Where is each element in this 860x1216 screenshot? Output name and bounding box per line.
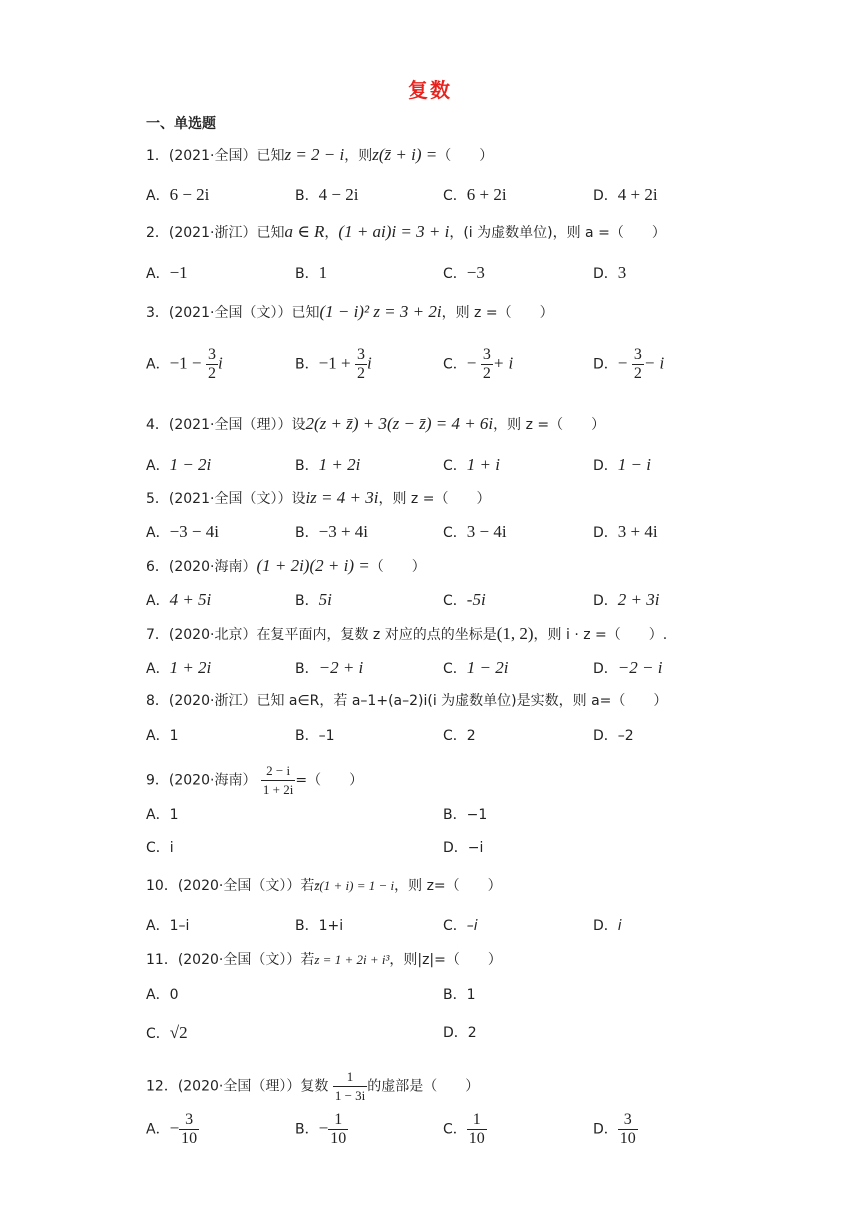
text-q5-options-4: C． [443,525,467,541]
q1-option-a [146,185,209,206]
text-q3-optDtail: − i [643,353,665,373]
q9-option-c [146,838,174,858]
fraction [632,346,644,383]
text-q4-options-6: D． [593,458,618,474]
text-q1-options-1: 6 − 2i [169,185,210,204]
text-q10-options-3: 1+i [318,918,344,934]
text-q11-options-0: A． [146,987,170,1003]
text-q6-options-7: 2 + 3i [617,590,660,609]
text-q6-options-2: B． [295,593,319,609]
text-q4-options-5: 1 + i [466,455,500,474]
text-q12-stem: 12．(2020·全国（理））复数 [146,1078,329,1095]
text-q2-options-5: −3 [466,263,485,282]
text-q3-optB: −1 + [318,353,351,373]
q1-option-c [443,185,507,206]
text-q3-i: i [217,353,223,373]
q2-option-a [146,263,188,284]
q1-option-b [295,185,358,206]
text-q8-options-4: C． [443,728,467,744]
text-q12-nums-0: 3 [179,1111,199,1130]
text-q6-options-0: A． [146,593,170,609]
text-q2-options-0: A． [146,266,170,282]
text-q6-options-3: 5i [318,590,332,609]
text-q7-options-5: 1 − 2i [466,658,509,677]
q4-option-a [146,455,211,476]
text-q10-options-7: i [617,918,622,934]
question-7 [146,624,667,645]
text-q11-math: z = 1 + 2i + i³ [314,952,390,967]
text-q9-num: 2 − i [261,762,295,781]
q11-option-d [443,1023,477,1043]
text-q5-options-5: 3 − 4i [466,522,507,541]
fraction [481,346,493,383]
fraction [261,762,295,799]
text-q9-options-6: D． [443,840,468,856]
text-q3-letters-0: A． [146,356,170,373]
text-q9-options-7: −i [467,840,484,856]
q3-option-a [146,346,223,383]
text-q1-options-5: 6 + 2i [466,185,507,204]
text-q12-nums-1: 1 [328,1111,348,1130]
q9-option-b [443,805,487,825]
q3-option-c [443,346,513,383]
text-q12-dens-0: 10 [181,1130,198,1147]
q5-option-d [593,522,658,543]
text-q5-options-2: B． [295,525,319,541]
text-q7-options-6: D． [593,661,618,677]
text-q4-options-4: C． [443,458,467,474]
text-q5-tail: ，则 z =（ ） [378,491,491,507]
q5-option-c [443,522,507,543]
text-q3-den: 2 [207,365,216,382]
text-q2-options-3: 1 [318,263,328,282]
text-q5-stem: 5．(2021·全国（文））设 [146,491,306,507]
text-q11-options-2: B． [443,987,467,1003]
text-q7-options-3: −2 + i [318,658,364,677]
text-q3-tail: ，则 z =（ ） [441,305,554,321]
text-q12-num: 1 [333,1068,367,1087]
text-q8-options-3: –1 [318,728,335,744]
text-q12-letters-0: A． [146,1121,170,1138]
q11-option-b [443,985,476,1005]
text-q1-stem: 1．(2021·全国）已知 [146,148,285,164]
text-q2-options-4: C． [443,266,467,282]
text-q3-letters-1: B． [295,356,319,373]
text-q9-tail: =（ ） [295,772,364,789]
q3-option-b [295,346,372,383]
q12-option-c [443,1111,487,1148]
text-q2-options-6: D． [593,266,618,282]
text-q3-num: 3 [357,346,365,363]
text-q9-stem: 9．(2020·海南） [146,772,257,789]
text-q3-num: 3 [633,346,642,363]
text-q10-options-4: C． [443,918,467,934]
text-q1-mid: ，则 [344,148,373,164]
text-q2-options-1: −1 [169,263,188,282]
text-q8-stem: 8．(2020·浙江）已知 a∈R，若 a–1+(a–2)i(i 为虚数单位)是实数，则 a=（ ） [146,693,668,709]
text-q11-stem: 11．(2020·全国（文））若 [146,952,315,968]
text-q12-nums-2: 1 [467,1111,487,1130]
text-q2-mid: ， [324,225,339,241]
text-q5-math: iz = 4 + 3i [305,488,379,507]
question-8 [146,691,667,711]
q7-option-b [295,658,363,679]
question-5 [146,488,490,509]
text-q2-math2: (1 + ai)i = 3 + i [338,222,450,241]
text-q8-options-2: B． [295,728,319,744]
fraction [618,1111,638,1148]
q4-option-b [295,455,360,476]
q7-option-c [443,658,508,679]
text-q6-stem: 6．(2020·海南） [146,559,257,575]
text-q10-options-6: D． [593,918,618,934]
text-q4-options-2: B． [295,458,319,474]
text-q3-den: 2 [633,365,642,382]
text-q8-options-0: A． [146,728,170,744]
text-q12-den: 1 − 3i [334,1088,366,1103]
fraction [355,346,367,383]
text-q2-options-2: B． [295,266,319,282]
q4-option-c [443,455,500,476]
text-q10-options-2: B． [295,918,319,934]
text-q9-options-5: i [169,840,174,856]
text-q7-options-0: A． [146,661,170,677]
q6-option-c [443,590,486,611]
text-q1-tail: （ ） [437,148,494,164]
q2-option-c [443,263,485,284]
fraction [206,346,218,383]
text-q2-stem: 2．(2021·浙江）已知 [146,225,285,241]
text-q1-options-6: D． [593,188,618,204]
q8-option-a [146,726,179,746]
text-q6-options-4: C． [443,593,467,609]
text-q4-options-3: 1 + 2i [318,455,361,474]
text-q10-stem: 10．(2020·全国（文））若 [146,878,315,894]
text-q11-tail: ，则|z|=（ ） [389,952,502,968]
text-q3-num: 3 [207,346,216,363]
q12-option-b [295,1111,348,1148]
q5-option-a [146,522,219,543]
q12-option-d [593,1111,638,1148]
text-q12-letters-3: D． [593,1121,618,1138]
text-q10-options-5: –i [466,918,478,934]
text-q7-tail: ，则 i · z =（ ）. [533,627,668,643]
text-q3-optD: − [617,353,628,373]
text-q10-options-0: A． [146,918,170,934]
text-q1-options-3: 4 − 2i [318,185,359,204]
text-q11-options-3: 1 [466,987,476,1003]
q2-option-b [295,263,327,284]
text-q3-math: (1 − i)² z = 3 + 2i [319,302,442,321]
text-q2-options-7: 3 [617,263,627,282]
q11-option-c [146,1023,188,1044]
text-q1-math2: z(z̄ + i) = [372,145,438,164]
q4-option-d [593,455,651,476]
text-q6-options-6: D． [593,593,618,609]
text-q4-options-0: A． [146,458,170,474]
fraction [328,1111,348,1148]
q11-option-a [146,985,179,1005]
question-2 [146,222,666,243]
text-q8-options-7: –2 [617,728,634,744]
text-q5-options-6: D． [593,525,618,541]
text-q9-den: 1 + 2i [262,782,294,797]
text-q7-options-7: −2 − i [617,658,663,677]
text-q1-options-2: B． [295,188,319,204]
text-q9-options-1: 1 [169,807,179,823]
question-10 [146,876,502,896]
question-1 [146,145,493,166]
text-q4-options-7: 1 − i [617,455,651,474]
fraction [467,1111,487,1148]
q1-option-d [593,185,658,206]
q6-option-b [295,590,332,611]
q9-option-d [443,838,483,858]
q3-option-d [593,346,664,383]
text-q12-dens-3: 10 [619,1130,636,1147]
text-q4-options-1: 1 − 2i [169,455,212,474]
question-11 [146,950,502,970]
page-title: 复数 [408,78,452,102]
q7-option-d [593,658,662,679]
question-4 [146,414,605,435]
text-q12-nums-3: 3 [618,1111,638,1130]
text-q7-options-2: B． [295,661,319,677]
text-q6-options-5: -5i [466,590,486,609]
text-q7-options-1: 1 + 2i [169,658,212,677]
text-q3-optC: − [466,353,477,373]
text-q8-options-1: 1 [169,728,179,744]
q5-option-b [295,522,368,543]
text-q5-options-1: −3 − 4i [169,522,219,541]
text-q11-options-6: D． [443,1025,468,1041]
fraction [179,1111,199,1148]
text-q4-math: 2(z + z̄) + 3(z − z̄) = 4 + 6i [305,414,494,433]
text-q1-options-4: C． [443,188,467,204]
text-q9-options-4: C． [146,840,170,856]
text-q7-options-4: C． [443,661,467,677]
q2-option-d [593,263,626,284]
text-q6-tail: （ ） [369,559,426,575]
section-heading: 一、单选题 [146,116,216,132]
q10-option-b [295,916,343,936]
text-q12-letters-2: C． [443,1121,467,1138]
text-q4-stem: 4．(2021·全国（理））设 [146,417,306,433]
text-q12-letters-1: B． [295,1121,319,1138]
text-q4-tail: ，则 z =（ ） [493,417,606,433]
fraction [333,1068,367,1105]
text-q3-den: 2 [357,365,365,382]
text-q11-options-1: 0 [169,987,179,1003]
text-q1-options-7: 4 + 2i [617,185,658,204]
text-q12-signs-1: − [318,1118,329,1138]
text-q3-optCtail: + i [492,353,514,373]
text-q12-signs-0: − [169,1118,180,1138]
q10-option-a [146,916,189,936]
text-q3-letters-3: D． [593,356,618,373]
q8-option-b [295,726,335,746]
text-q5-options-7: 3 + 4i [617,522,658,541]
text-q2-math: a ∈ R [284,222,325,241]
text-q5-options-3: −3 + 4i [318,522,369,541]
text-q5-options-0: A． [146,525,170,541]
text-q6-options-1: 4 + 5i [169,590,212,609]
text-q9-options-2: B． [443,807,467,823]
text-q11-options-7: 2 [467,1025,477,1041]
text-q11-options-5: √2 [169,1023,188,1042]
text-q3-den: 2 [482,365,491,382]
text-q12-tail: 的虚部是（ ） [367,1078,480,1095]
question-6 [146,556,426,577]
text-q12-dens-1: 10 [330,1130,347,1147]
q8-option-d [593,726,634,746]
text-q3-num: 3 [482,346,491,363]
q7-option-a [146,658,211,679]
text-q3-stem: 3．(2021·全国（文））已知 [146,305,320,321]
q12-option-a [146,1111,199,1148]
text-q8-options-6: D． [593,728,618,744]
text-q3-letters-2: C． [443,356,467,373]
text-q3-optA: −1 − [169,353,202,373]
q6-option-a [146,590,211,611]
text-q1-math: z = 2 − i [284,145,345,164]
q10-option-c [443,916,478,936]
q9-option-a [146,805,179,825]
q8-option-c [443,726,476,746]
text-q1-options-0: A． [146,188,170,204]
text-q7-stem: 7．(2020·北京）在复平面内，复数 z 对应的点的坐标是 [146,627,497,643]
text-q10-tail: ，则 z=（ ） [394,878,502,894]
text-q9-options-0: A． [146,807,170,823]
text-q3-i: i [367,353,372,373]
text-q8-options-5: 2 [466,728,476,744]
q10-option-d [593,916,622,936]
text-q2-tail: ，(i 为虚数单位)，则 a =（ ） [449,225,666,241]
text-q7-math: (1, 2) [496,624,534,643]
text-q10-math: z̄(1 + i) = 1 − i [314,878,395,893]
question-12 [146,1068,479,1105]
text-q6-math: (1 + 2i)(2 + i) = [256,556,370,575]
text-q12-dens-2: 10 [468,1130,485,1147]
text-q9-options-3: −1 [466,807,488,823]
text-q11-options-4: C． [146,1026,170,1042]
text-q10-options-1: 1–i [169,918,190,934]
question-9 [146,762,363,799]
q6-option-d [593,590,659,611]
question-3 [146,302,554,323]
